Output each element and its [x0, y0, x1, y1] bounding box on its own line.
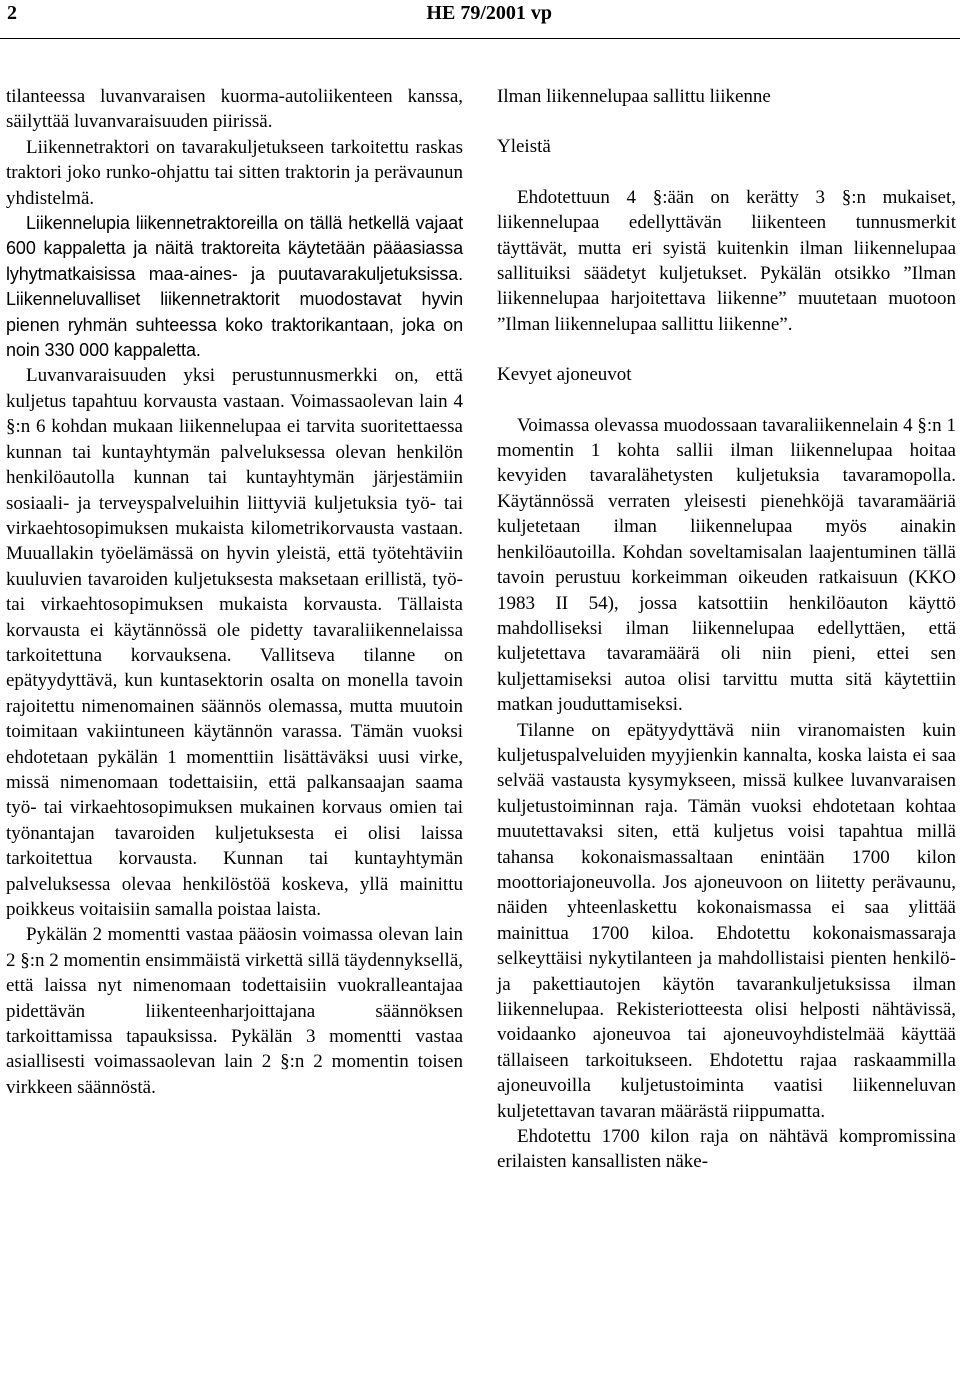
sub-heading-light-vehicles: Kevyet ajoneuvot: [497, 364, 632, 386]
page-header: [0, 0, 960, 40]
right-column: [497, 84, 956, 1175]
right-paragraph-1: Ehdotettuun 4 §:ään on kerätty 3 §:n mukaiset, liikennelupaa edellyttävän liikenteen tunnusmerkit täyttävät, mutta eri syistä kuitenkin ilman liikennelupaa sallituiksi säädetyt kuljetukset. Pykälän otsikko ”Ilman liikennelupaa harjoitettava liikenne” muutetaan muotoon ”Ilman liikennelupaa sallittu liikenne”.: [497, 186, 956, 335]
left-column: [6, 84, 463, 1100]
document-id: HE 79/2001 vp: [426, 2, 552, 24]
sub-heading-general: Yleistä: [497, 136, 551, 158]
page-number: 2: [7, 2, 17, 24]
left-paragraph-5: Pykälän 2 momentti vastaa pääosin voimassa olevan lain 2 §:n 2 momentin ensimmäistä virkettä sillä täydennyksellä, että laissa nyt nimenomaan todettaisiin vuokralleantajaa pidettävän liikenteenharjoittajana säännöksen tarkoittamissa tapauksissa. Pykälän 3 momentti vastaa asiallisesti voimassaolevan lain 2 §:n 2 momentin toisen virkkeen säännöstä.: [6, 924, 463, 1098]
left-paragraph-4: Luvanvaraisuuden yksi perustunnusmerkki on, että kuljetus tapahtuu korvausta vastaan. Voimassaolevan lain 4 §:n 6 kohdan mukaan liikennelupaa ei tarvita suoritettaessa kunnan tai kuntayhtymän palveluksessa olevan henkilön henkilöautolla kunnan tai kuntayhtymän järjestämiin sosiaali- ja terveyspalveluihin liittyviä kuljetuksia työ- tai virkaehtosopimuksen mukaista kilometrikorvausta vastaan. Muuallakin työelämässä on hyvin yleistä, että työtehtäviin kuuluvien tavaroiden kuljetuksesta maksetaan erillistä, työ- tai virkaehtosopimuksen mukaista korvausta. Tällaista korvausta ei käytännössä ole pidetty tavaraliikennelaissa tarkoitettuna korvauksena. Vallitseva tilanne on epätyydyttävä, kun kuntasektorin osalta on monella tavoin rajoitettu nimenomainen säännös olemassa, mutta muutoin toimitaan vakiintuneen käytännön varassa. Tämän vuoksi ehdotetaan pykälän 1 momenttiin lisättäväksi uusi virke, missä nimenomaan todettaisiin, että palkansaajan saama työ- tai virkaehtosopimuksen mukainen korvaus omien tai työnantajan tavaroiden kuljetuksesta ei olisi laissa tarkoitettua korvausta. Kunnan tai kuntayhtymän palveluksessa olevaa henkilöstöä koskeva, yllä mainittu poikkeus voitaisiin samalla poistaa laista.: [6, 365, 463, 920]
right-paragraph-3: Tilanne on epätyydyttävä niin viranomaisten kuin kuljetuspalveluiden myyjienkin kannalta, koska laista ei saa selvää vastausta kysymykseen, missä kulkee luvanvaraisen kuljetustoiminnan raja. Tämän vuoksi ehdotetaan kohtaa muutettavaksi siten, että kuljetus voisi tapahtua millä tahansa kokonaismassaltaan enintään 1700 kilon moottoriajoneuvolla. Jos ajoneuvoon on liitetty perävaunu, näiden yhteenlaskettu kokonaismassa ei saa ylittää mainittua 1700 kiloa. Ehdotettu kokonaismassaraja selkeyttäisi nykytilanteen ja mahdollistaisi pienten henkilö- ja pakettiautojen käytön tavarankuljetuksissa ilman liikennelupaa. Rekisteriotteesta olisi helposti nähtävissä, voidaanko ajoneuvoa tai ajoneuvoyhdistelmää käyttää tällaiseen tarkoitukseen. Ehdotettu rajaa raskaammilla ajoneuvoilla kuljetustoiminta vaatisi liikenneluvan kuljetettavan tavaran määrästä riippumatta.: [497, 719, 956, 1122]
left-paragraph-2: Liikennetraktori on tavarakuljetukseen tarkoitettu raskas traktori joko runko-ohjattu tai sitten traktorin ja perävaunun yhdistelmä.: [6, 136, 463, 209]
section-heading: Ilman liikennelupaa sallittu liikenne: [497, 86, 771, 107]
right-paragraph-2: Voimassa olevassa muodossaan tavaraliikennelain 4 §:n 1 momentin 1 kohta sallii ilman liikennelupaa hoitaa kevyiden tavaralähetysten kuljetuksia tavaramopolla. Käytännössä verraten yleisesti pienehköjä tavaramääriä kuljetetaan ilman liikennelupaa myös ainakin henkilöautoilla. Kohdan soveltamisalan laajentuminen tällä tavoin perustuu korkeimman oikeuden ratkaisuun (KKO 1983 II 54), jossa katsottiin henkilöauton käyttö mahdolliseksi ilman liikennelupaa edellyttäen, että kuljetettava tavaramäärä oli niin pieni, ettei sen kuljettamiseksi autoa olisi tarvittu mutta sitä käytettiin matkan jouduttamiseksi.: [497, 414, 956, 716]
right-paragraph-4: Ehdotettu 1700 kilon raja on nähtävä kompromissina erilaisten kansallisten näke-: [497, 1126, 956, 1173]
left-paragraph-1: tilanteessa luvanvaraisen kuorma-autoliikenteen kanssa, säilyttää luvanvaraisuuden piirissä.: [6, 86, 463, 133]
header-rule: [0, 38, 960, 39]
left-paragraph-3: Liikennelupia liikennetraktoreilla on tällä hetkellä vajaat 600 kappaletta ja näitä traktoreita käytetään pääasiassa lyhytmatkaisissa maa-aines- ja puutavarakuljetuksissa. Liikenneluvalliset liikennetraktorit muodostavat hyvin pienen ryhmän suhteessa koko traktorikantaan, joka on noin 330 000 kappaletta.: [6, 213, 463, 361]
